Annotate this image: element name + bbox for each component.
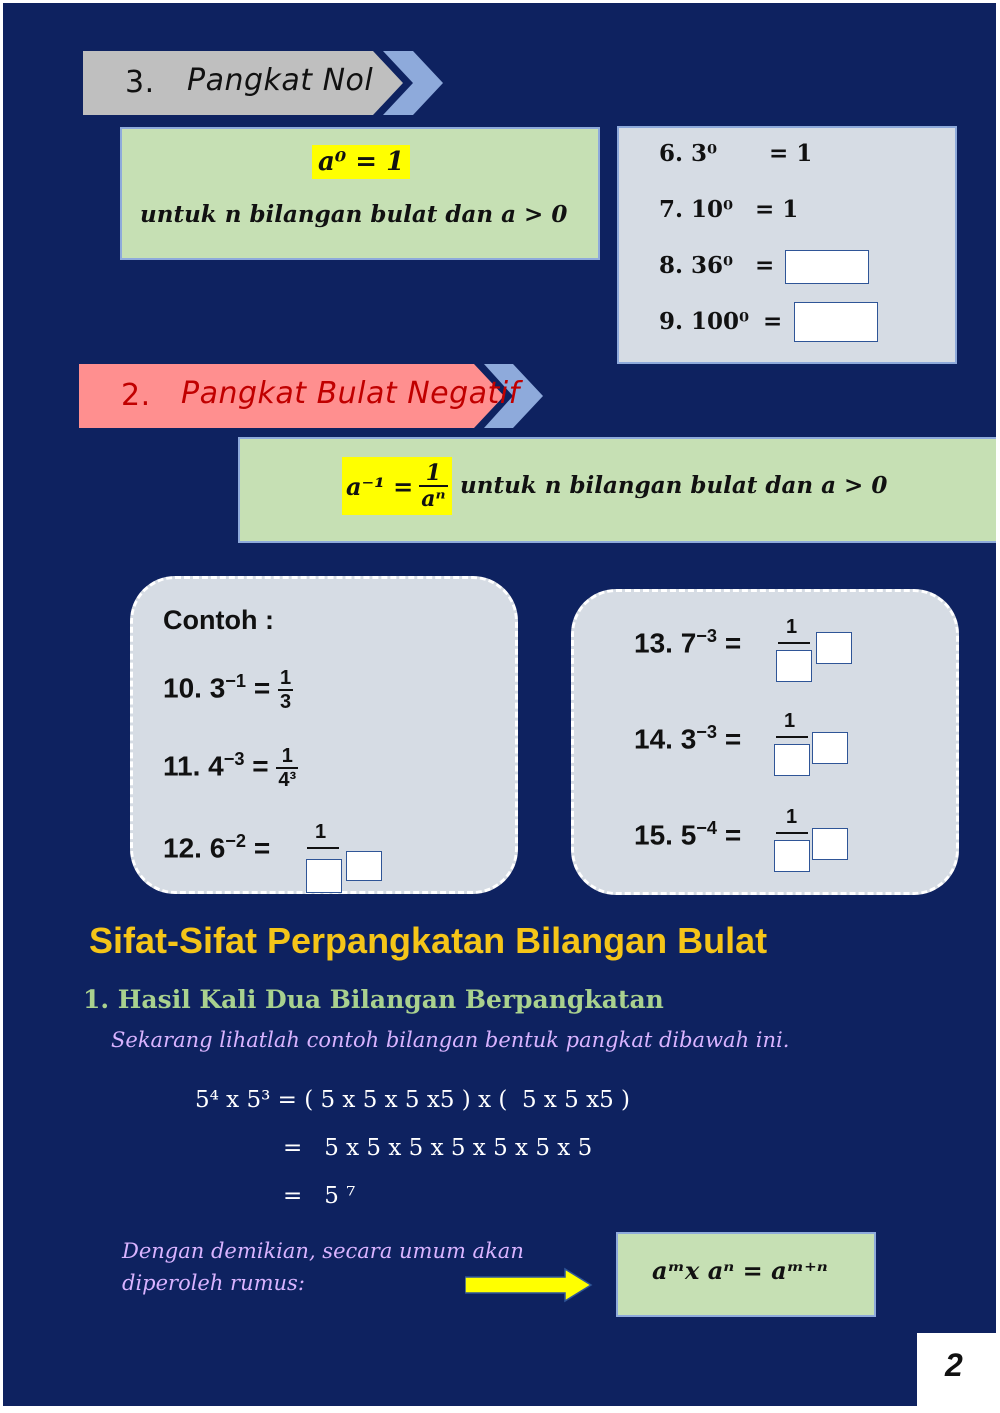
example-11-fraction: [276, 745, 298, 791]
example-10: [163, 667, 293, 713]
conclusion-line-2: diperoleh rumus:: [122, 1271, 305, 1295]
exercise-box-zero: [617, 126, 957, 364]
exercise-9-label: 9. 100⁰: [659, 308, 750, 335]
exercise-8: [659, 252, 775, 279]
practice-14-exp: −3: [696, 722, 718, 742]
practice-14-base: 14. 3: [634, 723, 697, 755]
answer-input-9[interactable]: [794, 302, 878, 342]
equals-sign: =: [724, 723, 742, 755]
equals-sign: =: [724, 819, 742, 851]
fraction-bar: [776, 736, 808, 738]
example-10-fraction: [278, 667, 293, 713]
banner-number: 3.: [125, 65, 155, 100]
page-number-box: [917, 1333, 996, 1406]
example-11-base: 11. 4: [163, 750, 224, 782]
equals-sign: =: [253, 672, 271, 704]
practice-15-base: 15. 5: [634, 819, 697, 851]
exercise-6-label: 6. 3⁰: [659, 140, 718, 167]
properties-title: Sifat-Sifat Perpangkatan Bilangan Bulat: [89, 920, 768, 961]
examples-box: [130, 576, 518, 894]
right-arrow-icon: [465, 1267, 595, 1303]
example-10-exp: −1: [225, 671, 247, 692]
formula-negative-fraction: [419, 461, 447, 511]
example-12: [163, 831, 270, 864]
practice-box: [571, 589, 959, 895]
example-12-exp: −2: [225, 831, 247, 851]
practice-13-exp: −3: [696, 626, 718, 646]
derivation-line-3: = 5 ⁷: [283, 1183, 356, 1209]
condition-negative: untuk n bilangan bulat dan a > 0: [460, 472, 888, 499]
practice-13: [634, 626, 741, 659]
condition-zero: untuk n bilangan bulat dan a > 0: [140, 201, 568, 228]
fraction-bar: [307, 847, 339, 849]
practice-15: [634, 818, 741, 851]
exercise-9-eq: =: [763, 308, 783, 335]
answer-input-14-denominator[interactable]: [774, 744, 810, 776]
derivation-line-2: = 5 x 5 x 5 x 5 x 5 x 5 x 5: [283, 1135, 593, 1161]
fraction-denominator: 4³: [278, 769, 297, 791]
answer-input-12-exponent[interactable]: [346, 851, 382, 881]
fraction-numerator: 1: [276, 745, 298, 769]
fraction-bar: [776, 832, 808, 834]
formula-box-negative: [238, 437, 996, 543]
practice-14-numerator: 1: [784, 710, 796, 732]
practice-15-numerator: 1: [786, 806, 798, 828]
equals-sign: =: [253, 832, 271, 864]
rule-formula: aᵐx aⁿ = aᵐ⁺ⁿ: [652, 1256, 828, 1285]
formula-box-zero: [120, 127, 600, 260]
exercise-7: [659, 196, 799, 223]
formula-zero: a⁰ = 1: [312, 145, 410, 179]
answer-input-13-exponent[interactable]: [816, 632, 852, 664]
example-11: [163, 745, 298, 791]
conclusion-line-1: Dengan demikian, secara umum akan: [122, 1239, 524, 1263]
example-11-exp: −3: [223, 749, 245, 770]
exercise-6-eq: = 1: [769, 140, 813, 167]
banner-pangkat-nol: [83, 51, 443, 115]
practice-13-base: 13. 7: [634, 627, 697, 659]
banner-title: Pangkat Nol: [187, 63, 374, 98]
answer-input-15-exponent[interactable]: [812, 828, 848, 860]
page-number: 2: [945, 1347, 963, 1383]
exercise-9: [659, 308, 783, 335]
formula-negative-lhs: a⁻¹ =: [346, 471, 414, 501]
exercise-7-label: 7. 10⁰: [659, 196, 734, 223]
example-12-numerator: 1: [315, 821, 327, 843]
properties-subtitle: 1. Hasil Kali Dua Bilangan Berpangkatan: [83, 985, 664, 1014]
practice-13-numerator: 1: [786, 616, 798, 638]
banner-pangkat-negatif: [79, 364, 543, 428]
answer-input-12-denominator[interactable]: [306, 859, 342, 893]
answer-input-8[interactable]: [785, 250, 869, 284]
derivation-line-1: 5⁴ x 5³ = ( 5 x 5 x 5 x5 ) x ( 5 x 5 x5 ): [195, 1087, 631, 1113]
answer-input-15-denominator[interactable]: [774, 840, 810, 872]
examples-heading: Contoh :: [163, 605, 274, 635]
answer-input-14-exponent[interactable]: [812, 732, 848, 764]
equals-sign: =: [724, 627, 742, 659]
exercise-8-label: 8. 36⁰: [659, 252, 734, 279]
exercise-6: [659, 140, 813, 167]
banner-number: 2.: [121, 378, 151, 413]
example-12-base: 12. 6: [163, 832, 226, 864]
fraction-numerator: 1: [419, 461, 447, 487]
answer-input-13-denominator[interactable]: [776, 650, 812, 682]
fraction-numerator: 1: [279, 667, 292, 689]
rule-box: [616, 1232, 876, 1317]
fraction-bar: [778, 642, 810, 644]
equals-sign: =: [252, 750, 269, 782]
fraction-denominator: 3: [279, 691, 292, 713]
exercise-8-eq: =: [755, 252, 775, 279]
practice-15-exp: −4: [696, 818, 718, 838]
example-10-base: 10. 3: [163, 672, 226, 704]
fraction-denominator: aⁿ: [421, 486, 446, 512]
formula-negative: [342, 457, 452, 515]
exercise-7-eq: = 1: [755, 196, 799, 223]
properties-intro: Sekarang lihatlah contoh bilangan bentuk pangkat dibawah ini.: [111, 1028, 790, 1052]
banner-title: Pangkat Bulat Negatif: [181, 376, 520, 411]
worksheet-page: [3, 3, 996, 1406]
practice-14: [634, 722, 741, 755]
